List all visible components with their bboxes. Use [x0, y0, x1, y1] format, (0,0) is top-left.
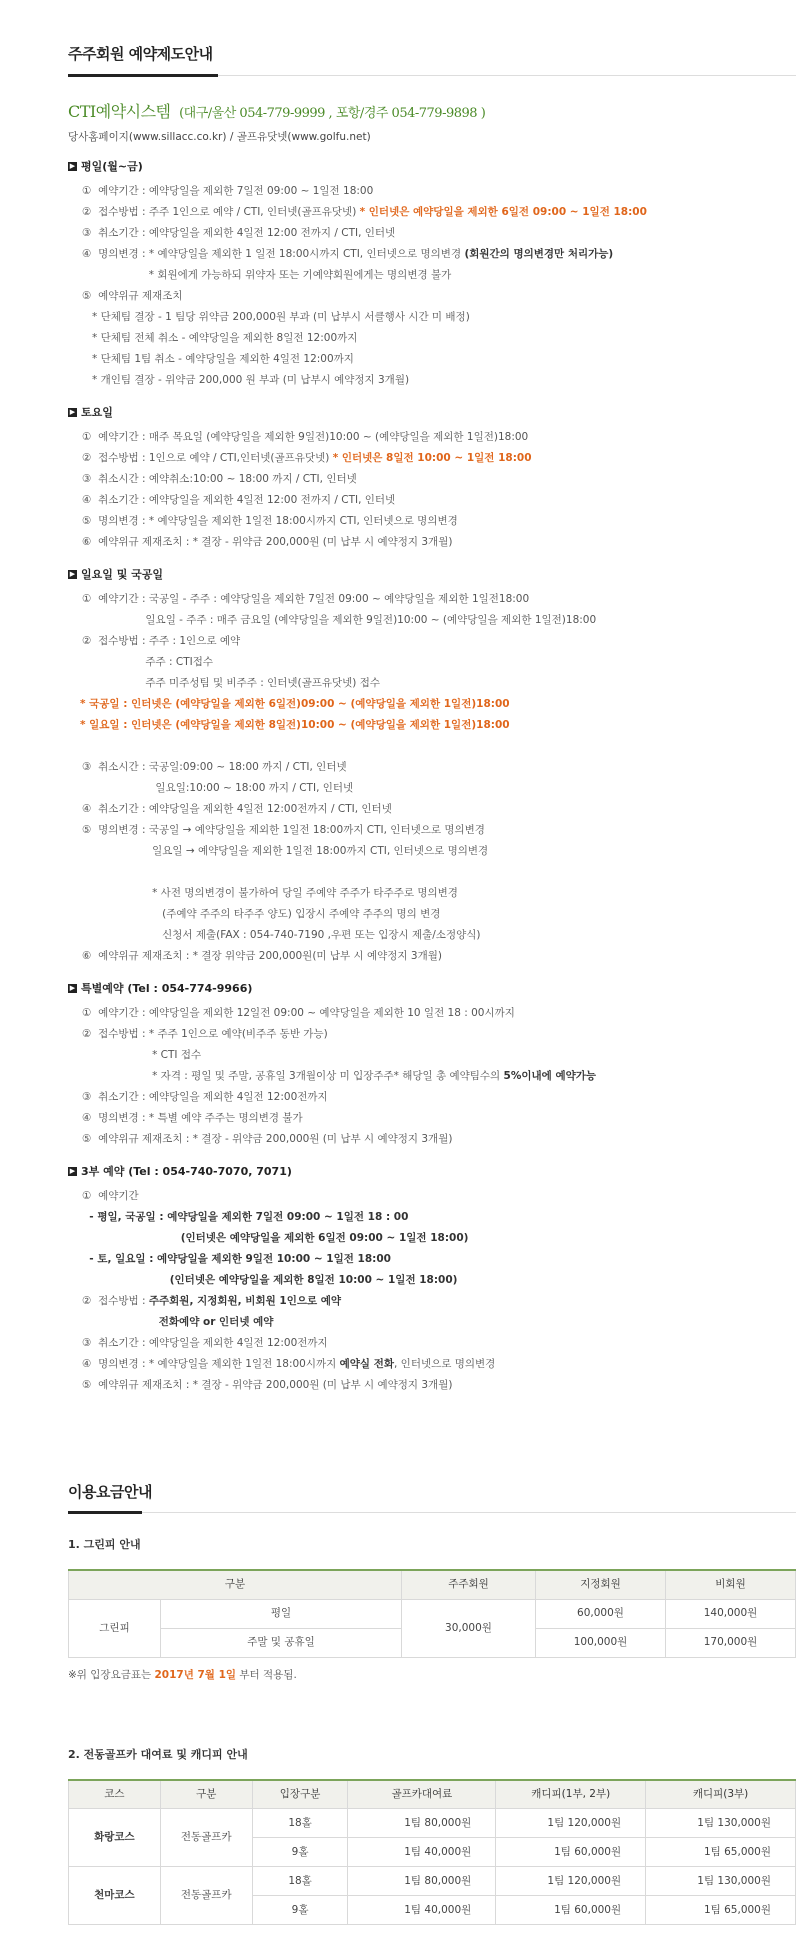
line-text: 일요일 → 예약당일을 제외한 1일전 18:00까지 CTI, 인터넷으로 명의변경: [82, 844, 489, 857]
header-entry: 입장구분: [252, 1780, 348, 1809]
line-text: ⑥ 예약위규 제재조치 : * 결장 - 위약금 200,000원 (미 납부 시 예약정지 3개월): [82, 535, 453, 548]
nonmember-fee: 140,000원: [666, 1599, 796, 1628]
rule-line: [68, 1207, 804, 1228]
line-text: * 일요일 : 인터넷은 (예약당일을 제외한 8일전)10:00 ~ (예약당일을 제외한 1일전)18:00: [80, 718, 510, 731]
block-heading: [68, 405, 804, 421]
cart-fee-title: 2. 전동골프카 대여료 및 캐디피 안내: [68, 1747, 248, 1761]
line-text: ④ 취소기간 : 예약당일을 제외한 4일전 12:00전까지 / CTI, 인터넷: [82, 802, 392, 815]
line-highlight: * 인터넷은 8일전 10:00 ~ 1일전 18:00: [332, 451, 532, 464]
line-text: (인터넷은 예약당일을 제외한 8일전 10:00 ~ 1일전 18:00): [82, 1273, 458, 1286]
entry-type: 9홀: [252, 1838, 348, 1867]
rule-line: [68, 1333, 804, 1354]
header-caddy-12: 캐디피(1부, 2부): [496, 1780, 646, 1809]
rule-line: [68, 652, 804, 673]
line-text: ③ 취소기간 : 예약당일을 제외한 4일전 12:00전까지: [82, 1090, 328, 1103]
caddy-fee-3: 1팀 65,000원: [646, 1896, 796, 1925]
line-text: 일요일 - 주주 : 매주 금요일 (예약당일을 제외한 9일전)10:00 ~ (예약당일을 제외한 1일전)18:00: [82, 613, 597, 626]
caddy-fee-12: 1팀 60,000원: [496, 1896, 646, 1925]
bullet-icon: ▶: [69, 162, 76, 171]
line-text: ④ 명의변경 : * 예약당일을 제외한 1 일전 18:00시까지 CTI, 인터넷으로 명의변경: [82, 247, 465, 260]
block-heading: [68, 981, 804, 997]
line-text: ② 접수방법 : 주주 : 1인으로 예약: [82, 634, 241, 647]
weekend-label: 주말 및 공휴일: [161, 1628, 402, 1657]
line-text: ⑤ 예약위규 제재조치 : * 결장 - 위약금 200,000원 (미 납부 시 예약정지 3개월): [82, 1378, 453, 1391]
rule-line: [68, 1249, 804, 1270]
rule-line: [68, 904, 804, 925]
green-fee-title: 1. 그린피 안내: [68, 1538, 141, 1552]
header-shareholder: 주주회원: [402, 1570, 536, 1599]
line-text: * 단체팀 전체 취소 - 예약당일을 제외한 8일전 12:00까지: [82, 331, 358, 344]
brand-name: CTI예약시스템: [68, 101, 171, 121]
table-row: [69, 1867, 796, 1896]
header-category: 구분: [69, 1570, 402, 1599]
line-text: ④ 명의변경 : * 특별 예약 주주는 명의변경 불가: [82, 1111, 303, 1124]
header-course: 코스: [69, 1780, 161, 1809]
rule-line: [68, 694, 804, 715]
rule-line: [68, 532, 804, 553]
rule-line: [68, 631, 804, 652]
line-text: - 토, 일요일 : 예약당일을 제외한 9일전 10:00 ~ 1일전 18:00: [82, 1252, 391, 1265]
cart-fee: 1팀 40,000원: [348, 1838, 496, 1867]
rule-line: [68, 1354, 804, 1375]
line-text: - 평일, 국공일 : 예약당일을 제외한 7일전 09:00 ~ 1일전 18 : 00: [82, 1210, 409, 1223]
line-text-tail: , 인터넷으로 명의변경: [394, 1357, 496, 1370]
table-row: [69, 1599, 796, 1628]
entry-type: 18홀: [252, 1867, 348, 1896]
header-cart-fee: 골프카대여료: [348, 1780, 496, 1809]
bullet-icon: ▶: [69, 1167, 76, 1176]
line-text: ④ 취소기간 : 예약당일을 제외한 4일전 12:00 전까지 / CTI, 인터넷: [82, 493, 396, 506]
line-text: * 단체팀 1팀 취소 - 예약당일을 제외한 4일전 12:00까지: [82, 352, 354, 365]
block-heading-text: 평일(월~금): [81, 159, 143, 173]
rule-line: [68, 370, 804, 391]
line-text: * 국공일 : 인터넷은 (예약당일을 제외한 6일전)09:00 ~ (예약당일을 제외한 1일전)18:00: [80, 697, 510, 710]
nonmember-fee: 170,000원: [666, 1628, 796, 1657]
spacer: [68, 862, 804, 883]
rule-line: [68, 1228, 804, 1249]
line-bold: 예약실 전화: [339, 1357, 394, 1370]
rule-line: [68, 1129, 804, 1150]
designated-fee: 60,000원: [536, 1599, 666, 1628]
note-date: 2017년 7월 1일: [154, 1668, 237, 1681]
rule-line: [68, 757, 804, 778]
line-text: 전화예약 or 인터넷 예약: [82, 1315, 274, 1328]
line-text: ① 예약기간 : 예약당일을 제외한 7일전 09:00 ~ 1일전 18:00: [82, 184, 374, 197]
rule-line: [68, 1024, 804, 1045]
block-heading-text: 3부 예약 (Tel : 054-740-7070, 7071): [81, 1164, 292, 1178]
line-text: ① 예약기간 : 국공일 - 주주 : 예약당일을 제외한 7일전 09:00 ~ 예약당일을 제외한 1일전18:00: [82, 592, 530, 605]
spacer: [68, 736, 804, 757]
rule-line: [68, 778, 804, 799]
rule-line: [68, 307, 804, 328]
block-heading-text: 일요일 및 국공일: [81, 567, 164, 581]
line-text: ① 예약기간 : 매주 목요일 (예약당일을 제외한 9일전)10:00 ~ (예약당일을 제외한 1일전)18:00: [82, 430, 529, 443]
line-text: ⑤ 명의변경 : 국공일 → 예약당일을 제외한 1일전 18:00까지 CTI, 인터넷으로 명의변경: [82, 823, 485, 836]
line-bold: 5%이내에 예약가능: [503, 1069, 597, 1082]
rule-line: [68, 223, 804, 244]
cart-fee: 1팀 80,000원: [348, 1867, 496, 1896]
shareholder-fee: 30,000원: [402, 1599, 536, 1657]
rule-line: [68, 820, 804, 841]
line-text: (주예약 주주의 타주주 양도) 입장시 주예약 주주의 명의 변경: [82, 907, 441, 920]
caddy-fee-12: 1팀 120,000원: [496, 1809, 646, 1838]
line-text: * 자격 : 평일 및 주말, 공휴일 3개월이상 미 입장주주* 해당일 총 예약팀수의: [82, 1069, 504, 1082]
entry-type: 18홀: [252, 1809, 348, 1838]
bullet-icon: ▶: [69, 984, 76, 993]
rule-line: [68, 511, 804, 532]
rule-line: [68, 469, 804, 490]
cart-fee: 1팀 80,000원: [348, 1809, 496, 1838]
caddy-fee-3: 1팀 130,000원: [646, 1867, 796, 1896]
designated-fee: 100,000원: [536, 1628, 666, 1657]
cti-brand: [68, 100, 804, 124]
line-text: ③ 취소기간 : 예약당일을 제외한 4일전 12:00 전까지 / CTI, 인터넷: [82, 226, 396, 239]
line-text: ① 예약기간 : 예약당일을 제외한 12일전 09:00 ~ 예약당일을 제외한 10 일전 18 : 00시까지: [82, 1006, 515, 1019]
block-heading-text: 특별예약 (Tel : 054-774-9966): [81, 981, 253, 995]
caddy-fee-12: 1팀 60,000원: [496, 1838, 646, 1867]
header-designated: 지정회원: [536, 1570, 666, 1599]
line-text: ④ 명의변경 : * 예약당일을 제외한 1일전 18:00시까지: [82, 1357, 340, 1370]
course-name: 천마코스: [69, 1867, 161, 1925]
line-text: ③ 취소기간 : 예약당일을 제외한 4일전 12:00전까지: [82, 1336, 328, 1349]
line-text: ③ 취소시간 : 국공일:09:00 ~ 18:00 까지 / CTI, 인터넷: [82, 760, 347, 773]
rule-line: [68, 1108, 804, 1129]
line-text: ② 접수방법 : * 주주 1인으로 예약(비주주 동반 가능): [82, 1027, 328, 1040]
rule-line: [68, 427, 804, 448]
table-row: [69, 1809, 796, 1838]
weekday-label: 평일: [161, 1599, 402, 1628]
block-heading: [68, 159, 804, 175]
reservation-blocks: [68, 159, 804, 1396]
bullet-icon: ▶: [69, 408, 76, 417]
rule-line: [68, 589, 804, 610]
rule-line: [68, 1003, 804, 1024]
block-heading: [68, 567, 804, 583]
rule-line: [68, 181, 804, 202]
rule-line: [68, 265, 804, 286]
rule-line: [68, 349, 804, 370]
rule-line: [68, 1270, 804, 1291]
green-fee-label: 그린피: [69, 1599, 161, 1657]
page: [0, 44, 804, 1948]
rule-line: [68, 490, 804, 511]
line-text: ② 접수방법 : 1인으로 예약 / CTI,인터넷(골프유닷넷): [82, 451, 333, 464]
block-heading: [68, 1164, 804, 1180]
header-type: 구분: [160, 1780, 252, 1809]
rule-line: [68, 883, 804, 904]
bullet-icon: ▶: [69, 570, 76, 579]
line-bold: 주주회원, 지정회원, 비회원 1인으로 예약: [148, 1294, 342, 1307]
line-text: ② 접수방법 :: [82, 1294, 149, 1307]
line-text: ⑤ 명의변경 : * 예약당일을 제외한 1일전 18:00시까지 CTI, 인터넷으로 명의변경: [82, 514, 458, 527]
line-text: * 사전 명의변경이 불가하여 당일 주예약 주주가 타주주로 명의변경: [82, 886, 458, 899]
reservation-section-title: 주주회원 예약제도안내: [68, 45, 213, 63]
header-caddy-3: 캐디피(3부): [646, 1780, 796, 1809]
entry-type: 9홀: [252, 1896, 348, 1925]
cart-type: 전동골프카: [160, 1809, 252, 1867]
fee-note: [68, 1668, 804, 1683]
header-nonmember: 비회원: [666, 1570, 796, 1599]
rule-line: [68, 673, 804, 694]
note-suffix: 부터 적용됨.: [236, 1668, 297, 1681]
line-text: ⑤ 예약위규 제재조치: [82, 289, 183, 302]
rule-line: [68, 1186, 804, 1207]
line-text: 주주 : CTI접수: [82, 655, 214, 668]
line-bold: (회원간의 명의변경만 처리가능): [464, 247, 614, 260]
rule-line: [68, 715, 804, 736]
rule-line: [68, 610, 804, 631]
homepage-links: 당사홈페이지(www.sillacc.co.kr) / 골프유닷넷(www.golfu.net): [68, 130, 371, 143]
line-text: * 개인팀 결장 - 위약금 200,000 원 부과 (미 납부시 예약정지 3개월): [82, 373, 410, 386]
line-text: 주주 미주성팀 및 비주주 : 인터넷(골프유닷넷) 접수: [82, 676, 381, 689]
rule-line: [68, 448, 804, 469]
fee-section-title: 이용요금안내: [68, 1482, 152, 1501]
rule-line: [68, 328, 804, 349]
rule-line: [68, 286, 804, 307]
line-text: ② 접수방법 : 주주 1인으로 예약 / CTI, 인터넷(골프유닷넷): [82, 205, 360, 218]
line-text: * CTI 접수: [82, 1048, 202, 1061]
rule-line: [68, 1312, 804, 1333]
note-prefix: ※위 입장요금표는: [68, 1668, 155, 1681]
section-rule: [68, 1511, 796, 1515]
line-text: ⑥ 예약위규 제재조치 : * 결장 위약금 200,000원(미 납부 시 예약정지 3개월): [82, 949, 442, 962]
rule-line: [68, 841, 804, 862]
rule-line: [68, 1066, 804, 1087]
rule-line: [68, 1045, 804, 1066]
line-text: 신청서 제출(FAX : 054-740-7190 ,우편 또는 입장시 제출/소정양식): [82, 928, 481, 941]
line-text: * 단체팀 결장 - 1 팀당 위약금 200,000원 부과 (미 납부시 서클행사 시간 미 배정): [82, 310, 470, 323]
rule-line: [68, 1375, 804, 1396]
line-text: 일요일:10:00 ~ 18:00 까지 / CTI, 인터넷: [82, 781, 354, 794]
section-rule: [68, 74, 796, 78]
rule-line: [68, 946, 804, 967]
cart-type: 전동골프카: [160, 1867, 252, 1925]
block-heading-text: 토요일: [81, 405, 113, 419]
brand-phones: (대구/울산 054-779-9999 , 포항/경주 054-779-9898 ): [179, 105, 486, 121]
line-text: ③ 취소시간 : 예약취소:10:00 ~ 18:00 까지 / CTI, 인터넷: [82, 472, 357, 485]
line-text: ⑤ 예약위규 제재조치 : * 결장 - 위약금 200,000원 (미 납부 시 예약정지 3개월): [82, 1132, 453, 1145]
caddy-fee-3: 1팀 130,000원: [646, 1809, 796, 1838]
line-text: ① 예약기간: [82, 1189, 139, 1202]
rule-line: [68, 1087, 804, 1108]
rule-line: [68, 799, 804, 820]
line-text: (인터넷은 예약당일을 제외한 6일전 09:00 ~ 1일전 18:00): [82, 1231, 469, 1244]
rule-line: [68, 202, 804, 223]
caddy-fee-12: 1팀 120,000원: [496, 1867, 646, 1896]
cart-caddy-table: [68, 1779, 796, 1926]
course-name: 화랑코스: [69, 1809, 161, 1867]
green-fee-table: [68, 1569, 796, 1658]
rule-line: [68, 1291, 804, 1312]
rule-line: [68, 925, 804, 946]
line-highlight: * 인터넷은 예약당일을 제외한 6일전 09:00 ~ 1일전 18:00: [359, 205, 647, 218]
caddy-fee-3: 1팀 65,000원: [646, 1838, 796, 1867]
rule-line: [68, 244, 804, 265]
line-text: * 회원에게 가능하되 위약자 또는 기예약회원에게는 명의변경 불가: [82, 268, 452, 281]
cart-fee: 1팀 40,000원: [348, 1896, 496, 1925]
